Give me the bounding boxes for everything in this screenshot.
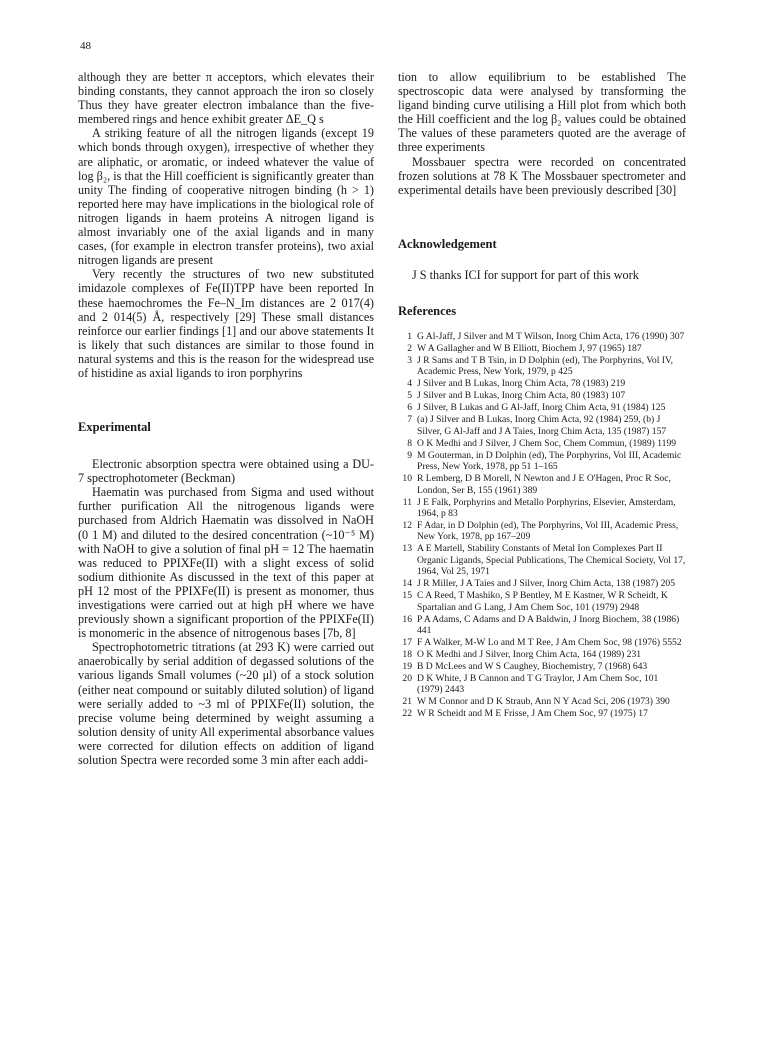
reference-number: 12 xyxy=(402,519,412,531)
reference-text: O K Medhi and J Silver, J Chem Soc, Chem Commun, (1989) 1199 xyxy=(417,437,677,449)
reference-text: J E Falk, Porphyrins and Metallo Porphyrins, Elsevier, Amsterdam, 1964, p 83 xyxy=(417,496,676,519)
left-column xyxy=(78,70,374,767)
reference-text: W R Scheidt and M E Frisse, J Am Chem Soc, 97 (1975) 17 xyxy=(417,708,648,720)
reference-number: 2 xyxy=(407,342,412,354)
reference-item xyxy=(398,414,686,437)
reference-text: W M Connor and D K Straub, Ann N Y Acad Sci, 206 (1973) 390 xyxy=(417,696,670,708)
reference-item xyxy=(398,497,686,520)
reference-item xyxy=(398,520,686,543)
reference-number: 20 xyxy=(402,673,412,684)
reference-text: J Silver and B Lukas, Inorg Chim Acta, 78 (1983) 219 xyxy=(417,378,626,390)
reference-number: 15 xyxy=(402,590,412,602)
reference-item xyxy=(398,450,686,473)
reference-text: J R Miller, J A Taies and J Silver, Inorg Chim Acta, 138 (1987) 205 xyxy=(417,578,676,590)
reference-item xyxy=(398,438,686,449)
reference-number: 9 xyxy=(407,449,412,461)
reference-number: 6 xyxy=(407,402,412,414)
reference-text: J R Sams and T B Tsin, in D Dolphin (ed), The Porphyrins, Vol IV, Academic Press, New York, 1979, p 425 xyxy=(417,354,674,378)
reference-number: 22 xyxy=(402,708,412,720)
reference-text: M Gouterman, in D Dolphin (ed), The Porphyrins, Vol III, Academic Press, New York, 1978, pp 51 1–165 xyxy=(417,449,682,473)
reference-text: W A Gallagher and W B Elliott, Biochem J, 97 (1965) 187 xyxy=(417,342,642,354)
reference-text: F Adar, in D Dolphin (ed), The Porphyrins, Vol III, Academic Press, New York, 1978, pp 167–209 xyxy=(417,519,679,543)
body-paragraph: Haematin was purchased from Sigma and used without further purification All the nitrogenous ligands were purchased from Aldrich Haematin was dissolved in NaOH (0 1 M) and diluted to the desired concentration (~10⁻⁵ M) with NaOH to give a solution of final pH = 12 The haematin was reduced to PPIXFe(II) with a slight excess of solid sodium dithionite As discussed in the text of this paper at pH 12 most of the PPIXFe(II) is present as monomer, thus investigations were carried out at high pH where we have previously shown a significant proportion of the PPIXFe(II) is monomeric in the absence of nitrogenous bases [7b, 8] xyxy=(78,485,374,641)
body-paragraph: A striking feature of all the nitrogen ligands (except 19 which bonds through oxygen), irrespective of whether they are aliphatic, or aromatic, or indeed whatever the value of log β₂, is that the Hill coefficient is significantly greater than unity The finding of cooperative nitrogen binding (h > 1) reported here may have implications in the biological role of nitrogen ligands in haem proteins A nitrogen ligand is almost invariably one of the axial ligands and in many cases, (for example in electron transfer proteins), two axial nitrogen ligands are present xyxy=(78,126,374,268)
reference-item xyxy=(398,637,686,648)
reference-number: 14 xyxy=(402,578,412,590)
reference-text: B D McLees and W S Caughey, Biochemistry, 7 (1968) 643 xyxy=(417,661,648,672)
reference-text: C A Reed, T Mashiko, S P Bentley, M E Kastner, W R Scheidt, K Spartalian and G Lang, J Am Chem Soc, 101 (1979) 2948 xyxy=(417,590,668,613)
reference-number: 16 xyxy=(402,613,412,625)
body-paragraph: Very recently the structures of two new substituted imidazole complexes of Fe(II)TPP have been reported In these haemochromes the Fe–N_Im distances are 2 017(4) and 2 014(5) Å, respectively [29] These small distances reinforce our earlier findings [1] and our above statements It is likely that such distances are similar to those found in natural systems and this is the reason for the widespread use of histidine as axial ligands to iron porphyrins xyxy=(78,267,374,380)
reference-text: P A Adams, C Adams and D A Baldwin, J Inorg Biochem, 38 (1986) 441 xyxy=(417,613,680,636)
reference-number: 13 xyxy=(402,543,412,555)
section-heading-acknowledgement: Acknowledgement xyxy=(398,236,497,251)
reference-text: A E Martell, Stability Constants of Metal Ion Complexes Part II Organic Ligands, Special Publications, The Chemical Society, Vol 17, 1964, Vol 25, 1971 xyxy=(417,543,686,578)
reference-number: 17 xyxy=(402,637,412,648)
reference-number: 3 xyxy=(407,354,412,366)
reference-item xyxy=(398,578,686,589)
reference-number: 21 xyxy=(402,696,412,708)
reference-text: R Lemberg, D B Morell, N Newton and J E O'Hagen, Proc R Soc, London, Ser B, 155 (1961) 389 xyxy=(417,473,671,496)
reference-item xyxy=(398,402,686,413)
reference-text: J Silver and B Lukas, Inorg Chim Acta, 80 (1983) 107 xyxy=(417,390,626,402)
reference-item xyxy=(398,355,686,378)
reference-number: 5 xyxy=(407,390,412,402)
reference-item xyxy=(398,473,686,496)
reference-item xyxy=(398,590,686,613)
reference-item xyxy=(398,343,686,354)
reference-number: 4 xyxy=(407,378,412,390)
reference-item xyxy=(398,543,686,577)
right-column xyxy=(398,70,686,720)
reference-text: (a) J Silver and B Lukas, Inorg Chim Acta, 92 (1984) 259, (b) J Silver, G Al-Jaff and J A Taies, Inorg Chim Acta, 135 (1987) 157 xyxy=(417,414,667,437)
body-paragraph: tion to allow equilibrium to be established The spectroscopic data were analysed by transforming the ligand binding curve utilising a Hill plot from which both the Hill coefficient and the log β₂ values could be obtained The values of these parameters quoted are the average of three experiments xyxy=(398,70,686,155)
reference-number: 8 xyxy=(407,437,412,449)
reference-number: 11 xyxy=(402,496,412,508)
reference-text: F A Walker, M-W Lo and M T Ree, J Am Chem Soc, 98 (1976) 5552 xyxy=(417,637,682,648)
section-heading-experimental: Experimental xyxy=(78,420,151,435)
reference-list xyxy=(398,331,686,720)
reference-number: 7 xyxy=(407,414,412,426)
reference-item xyxy=(398,661,686,672)
body-paragraph: Mossbauer spectra were recorded on concentrated frozen solutions at 78 K The Mossbauer spectrometer and experimental details have been previously described [30] xyxy=(398,154,686,197)
reference-item xyxy=(398,378,686,389)
body-paragraph: although they are better π acceptors, which elevates their binding constants, they cannot approach the iron so closely Thus they have greater electron imbalance than the five-membered rings and hence exhibit greater ΔE_Q s xyxy=(78,70,374,127)
section-heading-references: References xyxy=(398,303,457,318)
reference-item xyxy=(398,673,686,696)
reference-text: D K White, J B Cannon and T G Traylor, J Am Chem Soc, 101 (1979) 2443 xyxy=(417,673,659,696)
reference-text: O K Medhi and J Silver, Inorg Chim Acta, 164 (1989) 231 xyxy=(417,649,642,660)
reference-item xyxy=(398,331,686,342)
reference-number: 1 xyxy=(407,330,412,342)
reference-item xyxy=(398,614,686,637)
body-paragraph: Spectrophotometric titrations (at 293 K) were carried out anaerobically by serial addition of degassed solutions of the various ligands Small volumes (~20 μl) of a stock solution (either neat compound or suitably diluted solution) of ligand were serially added to ~3 ml of PPIXFe(II) solution, the precise volume being determined by weight assuming a solution density of unity All experimental absorbance values were corrected for dilution effects on addition of ligand solution Spectra were recorded some 3 min after each addi- xyxy=(78,640,374,768)
reference-number: 18 xyxy=(402,649,412,660)
body-paragraph: Electronic absorption spectra were obtained using a DU-7 spectrophotometer (Beckman) xyxy=(78,457,374,486)
reference-item xyxy=(398,390,686,401)
reference-item xyxy=(398,708,686,719)
acknowledgement-text: J S thanks ICI for support for part of this work xyxy=(412,267,639,282)
reference-text: J Silver, B Lukas and G Al-Jaff, Inorg Chim Acta, 91 (1984) 125 xyxy=(417,402,666,414)
reference-number: 19 xyxy=(402,661,412,672)
page-number: 48 xyxy=(80,40,91,52)
reference-number: 10 xyxy=(402,473,412,485)
reference-item xyxy=(398,696,686,707)
reference-text: G Al-Jaff, J Silver and M T Wilson, Inorg Chim Acta, 176 (1990) 307 xyxy=(417,330,685,342)
reference-item xyxy=(398,649,686,660)
